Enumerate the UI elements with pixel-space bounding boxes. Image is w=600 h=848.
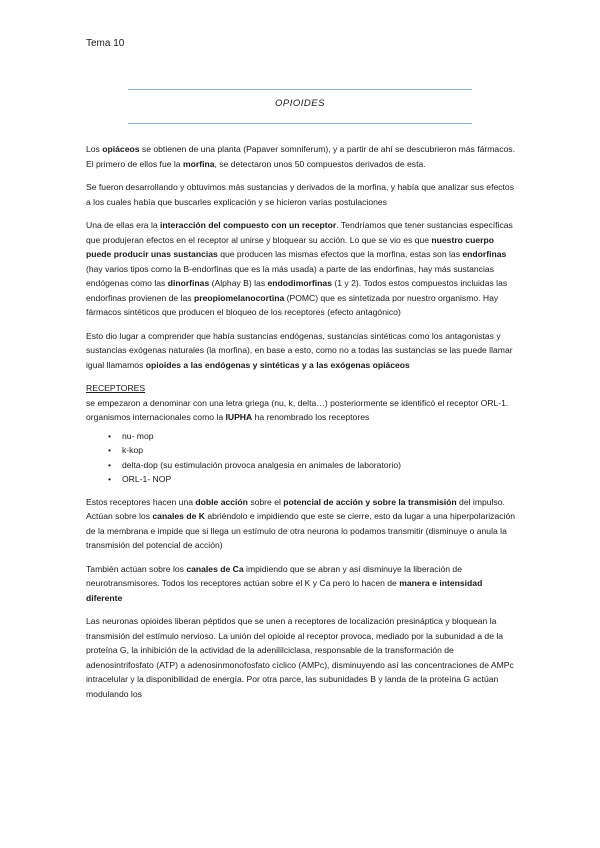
paragraph-canales-ca: También actúan sobre los canales de Ca impidiendo que se abran y así disminuye la liberación de neurotransmisores. Todos los receptores actúan sobre el K y Ca pero lo hacen de manera e intensidad diferente xyxy=(86,563,483,603)
list-item: • k-kop xyxy=(122,443,516,458)
receptor-list xyxy=(86,429,516,487)
list-item: • delta-dop (su estimulación provoca analgesia en animales de laboratorio) xyxy=(122,458,516,473)
list-item: • ORL-1- NOP xyxy=(122,472,516,487)
paragraph-opioides: Esto dio lugar a comprender que había sustancias endógenas, sustancias sintéticas como los antagonistas y sustancias exógenas naturales (la morfina), en base a esto, como no a todas las sustancias se las puede llamar igual llamamos opioides a las endógenas y sintéticas y a las exógenas opiáceos xyxy=(86,330,513,370)
paragraph-derivados: Se fueron desarrollando y obtuvimos más sustancias y derivados de la morfina, y había que analizar sus efectos a los cuales había que buscarles explicación y se hicieron varias postulaciones xyxy=(86,182,515,207)
title-rule-bottom xyxy=(128,123,472,124)
page-header: Tema 10 xyxy=(86,38,125,49)
title-rule-top xyxy=(128,89,472,90)
list-item: • nu- mop xyxy=(122,429,516,444)
paragraph-receptor: Una de ellas era la interacción del compuesto con un receptor. Tendríamos que tener sustancias específicas que produjeran efectos en el receptor al unirse y bloquear su acción. Lo que se vio es que nuestro cuerpo puede producir unas sustancias que producen las mismas efectos que la morfina, estas son las endorfinas (hay varios tipos como la B-endorfinas que es la más usada) a parte de las endorfinas, hay más sustancias endógenas como las dinorfinas (Alphay B) las endodimorfinas (1 y 2). Todos estos compuestos incluidas las endorfinas provienen de las preopiomelanocortina (POMC) que es sintetizada por nuestro organismo. Hay fármacos sintéticos que producen el bloqueo de los receptores (efecto antagónico) xyxy=(86,220,513,317)
section-heading-receptores: RECEPTORES xyxy=(86,383,146,393)
document-body xyxy=(86,142,516,710)
paragraph-doble-accion: Estos receptores hacen una doble acción sobre el potencial de acción y sobre la transmisión del impulso. Actúan sobre los canales de K abriéndolo e impidiendo que este se cierre, esto da lugar a una hiperpolarización de la membrana e impide que si llega un estímulo de otra neurona lo podamos transmitir (disminuye o anula la transmisión del potencial de acción) xyxy=(86,496,516,550)
receptores-intro: se empezaron a denominar con una letra griega (nu, k, delta…) posteriormente se identificó el receptor ORL-1. organismos internacionales como la IUPHA ha renombrado los receptores xyxy=(86,397,509,422)
paragraph-neuronas: Las neuronas opioides liberan péptidos que se unen a receptores de localización presináptica y bloquean la transmisión del estímulo nervioso. La unión del opioide al receptor provoca, mediado por la subunidad a de la proteína G, la inhibición de la actividad de la adenililciclasa, responsable de la transformación de adenosintrifosfato (ATP) a adenosinmonofosfato cíclico (AMPc), disminuyendo así las concentraciones de AMPc intracelular y la disponibilidad de energía. Por otra parce, las subunidades B y landa de la proteína G actúan modulando los xyxy=(86,616,514,699)
paragraph-opiaceos: Los opiáceos se obtienen de una planta (Papaver somniferum), y a partir de ahí se descubrieron más fármacos. El primero de ellos fue la morfina, se detectaron unos 50 compuestos derivados de esta. xyxy=(86,144,515,169)
page-title: OPIOIDES xyxy=(275,98,325,109)
